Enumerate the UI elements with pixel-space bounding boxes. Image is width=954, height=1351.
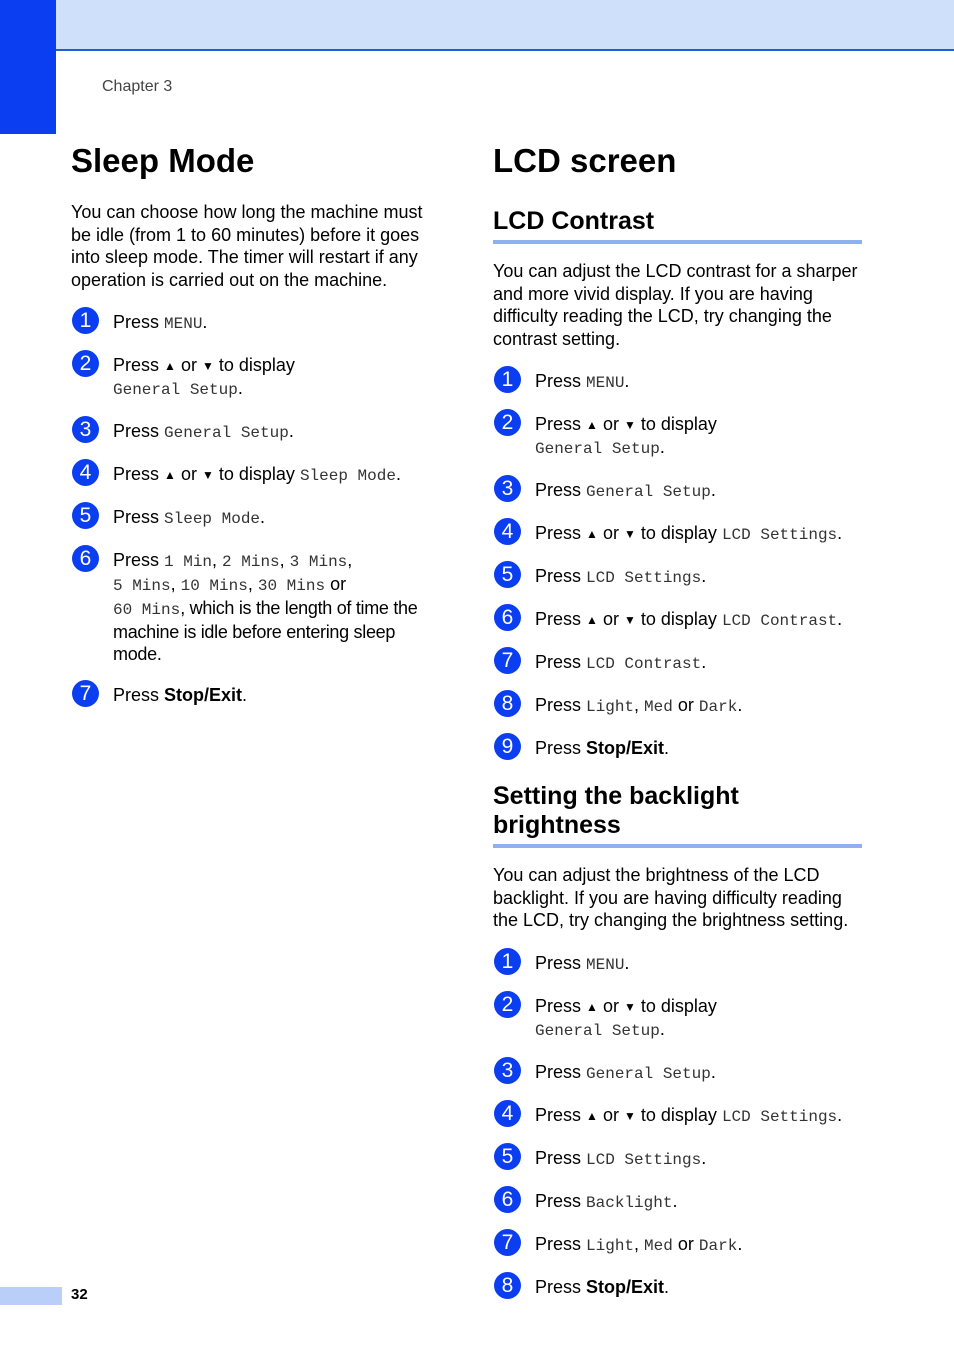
lcd-contrast-heading: LCD Contrast: [493, 207, 862, 244]
menu-code: Med: [644, 1236, 673, 1255]
step-text: to display: [640, 414, 717, 434]
step: 8 Press Light, Med or Dark.: [493, 694, 868, 718]
backlight-heading: Setting the backlight brightness: [493, 782, 862, 848]
menu-code: Light: [586, 698, 635, 716]
step-text: Press: [113, 685, 165, 705]
menu-code: General Setup: [113, 381, 238, 399]
step-number-badge: 2: [72, 350, 99, 377]
step-text: Press: [535, 1147, 587, 1168]
step-number-badge: 6: [494, 604, 521, 631]
step-number-badge: 5: [72, 502, 99, 529]
step-punct: .: [837, 1104, 843, 1125]
step-text: to display: [640, 523, 717, 543]
step-punct: .: [202, 312, 208, 332]
sleep-mode-heading: Sleep Mode: [71, 142, 255, 179]
step-text: Press: [535, 738, 587, 758]
step: [493, 1273, 868, 1298]
step-text: Press: [113, 421, 165, 441]
step-punct: .: [672, 1190, 678, 1211]
step-number-badge: 6: [494, 1186, 521, 1213]
stop-exit-key: Stop/Exit: [164, 685, 243, 705]
step: [493, 1101, 868, 1128]
page-number: 32: [71, 1286, 88, 1303]
step-text: Press: [535, 523, 582, 543]
step-text: Press: [113, 550, 165, 570]
step-text: Press: [535, 609, 582, 629]
step-text: Press: [535, 695, 587, 715]
step: [493, 479, 868, 503]
menu-code: General Setup: [586, 483, 711, 501]
lcd-screen-heading: LCD screen: [493, 142, 677, 179]
step-text: Press: [535, 1276, 587, 1297]
step-text: , which is the length of time the machine is idle before entering sleep mode.: [113, 598, 418, 664]
step-punct: .: [260, 507, 266, 527]
step-number-badge: 7: [494, 1229, 521, 1256]
lcd-contrast-intro: You can adjust the LCD contrast for a sharper and more vivid display. If you are having difficulty reading the LCD, try changing the contrast setting.: [493, 261, 858, 349]
menu-code: LCD Contrast: [721, 612, 838, 630]
step: [493, 565, 868, 589]
step-punct: .: [624, 371, 630, 391]
step-number-badge: 1: [72, 307, 99, 334]
menu-code: Light: [586, 1236, 635, 1255]
step-number-badge: 8: [494, 690, 521, 717]
step-text: Press: [113, 312, 165, 332]
step: [71, 463, 441, 487]
chapter-tab-marker: [0, 0, 56, 134]
step-number-badge: 4: [72, 459, 99, 486]
step-punct: .: [710, 1061, 716, 1082]
step-text: or: [330, 574, 347, 594]
step-text: to display: [640, 995, 717, 1016]
step: [493, 651, 868, 675]
menu-code: Sleep Mode: [164, 510, 261, 528]
step-text: Press: [535, 371, 587, 391]
stop-exit-key: Stop/Exit: [586, 1276, 665, 1297]
step-number-badge: 2: [494, 409, 521, 436]
menu-code: 30 Mins: [257, 577, 326, 595]
step-text: to display: [218, 464, 295, 484]
backlight-steps: [493, 949, 868, 1298]
step: [493, 1144, 868, 1171]
step-number-badge: 4: [494, 518, 521, 545]
up-arrow-icon: ▲: [586, 527, 598, 541]
step: [493, 1058, 868, 1085]
down-arrow-icon: ▼: [201, 359, 214, 373]
step-punct: .: [737, 1233, 743, 1254]
menu-code: MENU: [164, 315, 203, 333]
step-number-badge: 1: [494, 366, 521, 393]
menu-code: 5 Mins: [113, 577, 171, 595]
up-arrow-icon: ▲: [164, 468, 176, 482]
step-punct: .: [664, 1276, 670, 1297]
step-punct: .: [242, 685, 248, 705]
step: [71, 354, 441, 401]
menu-code: MENU: [586, 374, 625, 392]
up-arrow-icon: ▲: [586, 1108, 598, 1123]
step-text: Press: [113, 355, 160, 375]
step-text: Press: [535, 995, 582, 1016]
step-number-badge: 6: [72, 545, 99, 572]
step-punct: .: [659, 1018, 665, 1039]
up-arrow-icon: ▲: [586, 418, 598, 432]
menu-code: 1 Min: [164, 553, 213, 571]
step: [493, 370, 868, 394]
step-text: or: [602, 414, 619, 434]
step-text: to display: [640, 1104, 717, 1125]
step-text: Press: [113, 507, 165, 527]
step: [71, 684, 441, 706]
menu-code: LCD Settings: [721, 1107, 838, 1126]
step-text: or: [602, 1104, 619, 1125]
step-text: or: [602, 995, 619, 1016]
step: [71, 311, 441, 335]
menu-code: 2 Mins: [222, 553, 280, 571]
step-text: Press: [535, 1190, 587, 1211]
down-arrow-icon: ▼: [623, 999, 636, 1014]
step-text: or: [677, 1233, 694, 1254]
step-number-badge: 4: [494, 1100, 521, 1127]
step: [493, 992, 868, 1042]
step-text: or: [180, 355, 197, 375]
step-text: or: [180, 464, 197, 484]
menu-code: Med: [644, 698, 673, 716]
lcd-contrast-steps: [493, 370, 868, 759]
step-text: Press: [535, 566, 587, 586]
step-punct: .: [237, 378, 243, 398]
step: [71, 506, 441, 530]
step-number-badge: 7: [72, 680, 99, 707]
step-text: to display: [218, 355, 295, 375]
down-arrow-icon: ▼: [623, 527, 636, 541]
chapter-label: Chapter 3: [102, 78, 173, 95]
step-number-badge: 3: [494, 1057, 521, 1084]
step-text: Press: [535, 1061, 587, 1082]
step: 6 Press 1 Min, 2 Mins, 3 Mins, 5 Mins, 10 Mins, 30 Mins or 60 Mins, which is the length of time the machine is idle before entering sleep mode.: [71, 549, 441, 665]
header-band: [0, 0, 954, 51]
step-number-badge: 3: [72, 416, 99, 443]
step-number-badge: 7: [494, 647, 521, 674]
step-number-badge: 9: [494, 733, 521, 760]
step-punct: .: [710, 480, 716, 500]
page-number-tab: [0, 1287, 62, 1305]
menu-code: General Setup: [586, 1064, 711, 1083]
step-punct: .: [737, 695, 743, 715]
menu-code: LCD Contrast: [586, 655, 702, 673]
menu-code: Dark: [698, 1236, 738, 1255]
down-arrow-icon: ▼: [201, 468, 214, 482]
step-punct: .: [664, 738, 670, 758]
sleep-mode-steps: [71, 311, 441, 706]
step-punct: .: [701, 652, 707, 672]
menu-code: Dark: [698, 698, 738, 716]
step-text: Press: [535, 952, 587, 973]
menu-code: 10 Mins: [180, 577, 248, 595]
step: [493, 608, 868, 632]
step-punct: .: [624, 952, 630, 973]
step-number-badge: 5: [494, 561, 521, 588]
menu-code: General Setup: [535, 1021, 660, 1040]
step-text: or: [602, 609, 619, 629]
step-number-badge: 3: [494, 475, 521, 502]
step-punct: .: [288, 421, 294, 441]
up-arrow-icon: ▲: [164, 359, 176, 373]
step: [71, 420, 441, 444]
backlight-intro: You can adjust the brightness of the LCD backlight. If you are having difficulty reading the LCD, try changing the brightness setting.: [493, 865, 849, 930]
step-punct: .: [837, 609, 843, 629]
step-text: Press: [113, 464, 160, 484]
menu-code: General Setup: [535, 440, 660, 458]
step-number-badge: 2: [494, 991, 521, 1018]
menu-code: LCD Settings: [586, 1150, 702, 1169]
step-text: Press: [535, 480, 587, 500]
step-text: Press: [535, 1104, 582, 1125]
step-text: Press: [535, 1233, 587, 1254]
step-number-badge: 1: [494, 948, 521, 975]
menu-code: LCD Settings: [586, 569, 702, 587]
menu-code: 3 Mins: [289, 553, 348, 571]
sleep-mode-section: [71, 142, 441, 706]
step-punct: .: [659, 437, 665, 457]
down-arrow-icon: ▼: [623, 418, 636, 432]
step: 7 Press Light, Med or Dark.: [493, 1233, 868, 1257]
step-text: to display: [640, 609, 717, 629]
sleep-mode-intro: You can choose how long the machine must be idle (from 1 to 60 minutes) before it goes into sleep mode. The timer will restart if any operation is carried out on the machine.: [71, 202, 423, 290]
menu-code: MENU: [586, 955, 625, 974]
step-number-badge: 5: [494, 1143, 521, 1170]
step: [493, 737, 868, 759]
step-punct: .: [395, 464, 401, 484]
step-punct: .: [837, 523, 843, 543]
down-arrow-icon: ▼: [623, 1108, 636, 1123]
up-arrow-icon: ▲: [586, 999, 598, 1014]
menu-code: Backlight: [586, 1193, 673, 1212]
step: [493, 949, 868, 976]
menu-code: 60 Mins: [113, 601, 181, 619]
step: [493, 1187, 868, 1214]
step-number-badge: 8: [494, 1272, 521, 1299]
step-text: Press: [535, 652, 587, 672]
lcd-screen-section: [493, 142, 868, 1298]
step-text: Press: [535, 414, 582, 434]
step: [493, 413, 868, 460]
menu-code: LCD Settings: [721, 526, 838, 544]
menu-code: Sleep Mode: [299, 467, 396, 485]
step-text: or: [602, 523, 619, 543]
step-text: or: [677, 695, 694, 715]
down-arrow-icon: ▼: [623, 613, 636, 627]
step-punct: .: [701, 566, 707, 586]
step-punct: .: [701, 1147, 707, 1168]
step: [493, 522, 868, 546]
up-arrow-icon: ▲: [586, 613, 598, 627]
stop-exit-key: Stop/Exit: [586, 738, 665, 758]
menu-code: General Setup: [164, 424, 289, 442]
